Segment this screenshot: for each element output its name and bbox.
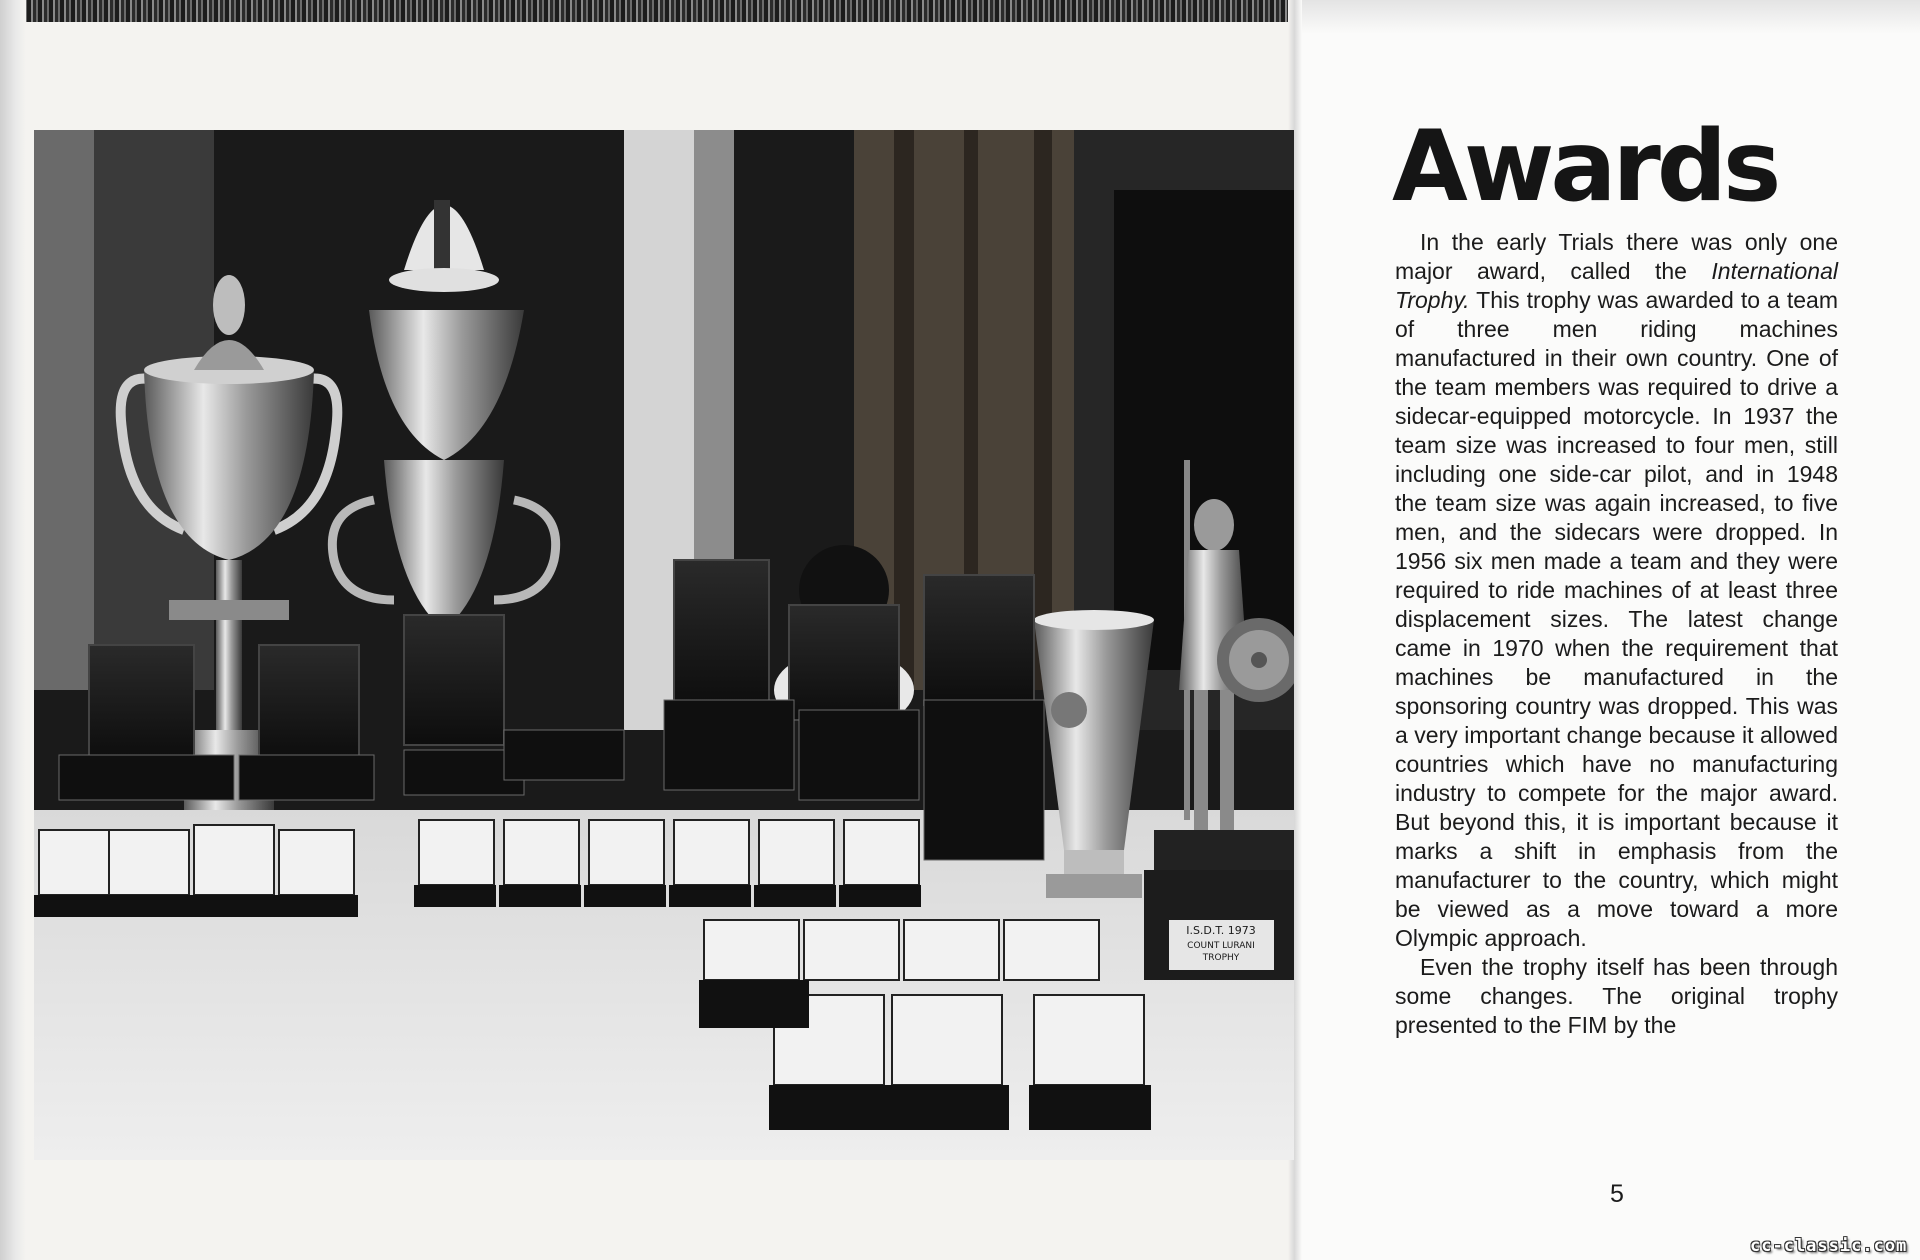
page-number: 5 bbox=[1610, 1180, 1624, 1208]
plaque-line-1: I.S.D.T. 1973 bbox=[1186, 924, 1256, 937]
watermark: cc-classic.com bbox=[1750, 1236, 1908, 1256]
left-page-edge bbox=[0, 0, 26, 1260]
top-edge-strip bbox=[0, 0, 1295, 22]
trophy-photograph bbox=[34, 130, 1294, 1160]
international-trophy-italic: International Trophy. bbox=[1395, 258, 1838, 313]
ring-boxes-row bbox=[34, 820, 921, 917]
paragraph-2: Even the trophy itself has been through some changes. The original trophy presented to the FIM by the bbox=[1395, 954, 1838, 1038]
plaque-line-3: TROPHY bbox=[1202, 953, 1240, 963]
paragraph-1: In the early Trials there was only one major award, called the International Trophy. This trophy was awarded to a team of three men riding machines manufactured in their own country. One of the team members was required to drive a sidecar-equipped motorcycle. In 1937 the team size was increased to four men, still including one side-car pilot, and in 1948 the team size was again increased, to five men, and the sidecars were dropped. In 1956 six men made a team and they were required to ride machines of at least three displacement sizes. The latest change came in 1970 when the requirement that machines be manufactured in the sponsoring country was dropped. This was a very important change because it allowed countries which have no manufacturing industry to compete for the major award. But beyond this, it is important because it marks a shift in emphasis from the manufacturer to the country, which might be viewed as a move toward a more Olympic approach. bbox=[1395, 229, 1838, 951]
right-page-top-shadow bbox=[1295, 0, 1920, 34]
plaque-line-2: COUNT LURANI bbox=[1187, 941, 1255, 951]
article-body bbox=[1395, 228, 1838, 1040]
article-heading: Awards bbox=[1392, 110, 1778, 224]
